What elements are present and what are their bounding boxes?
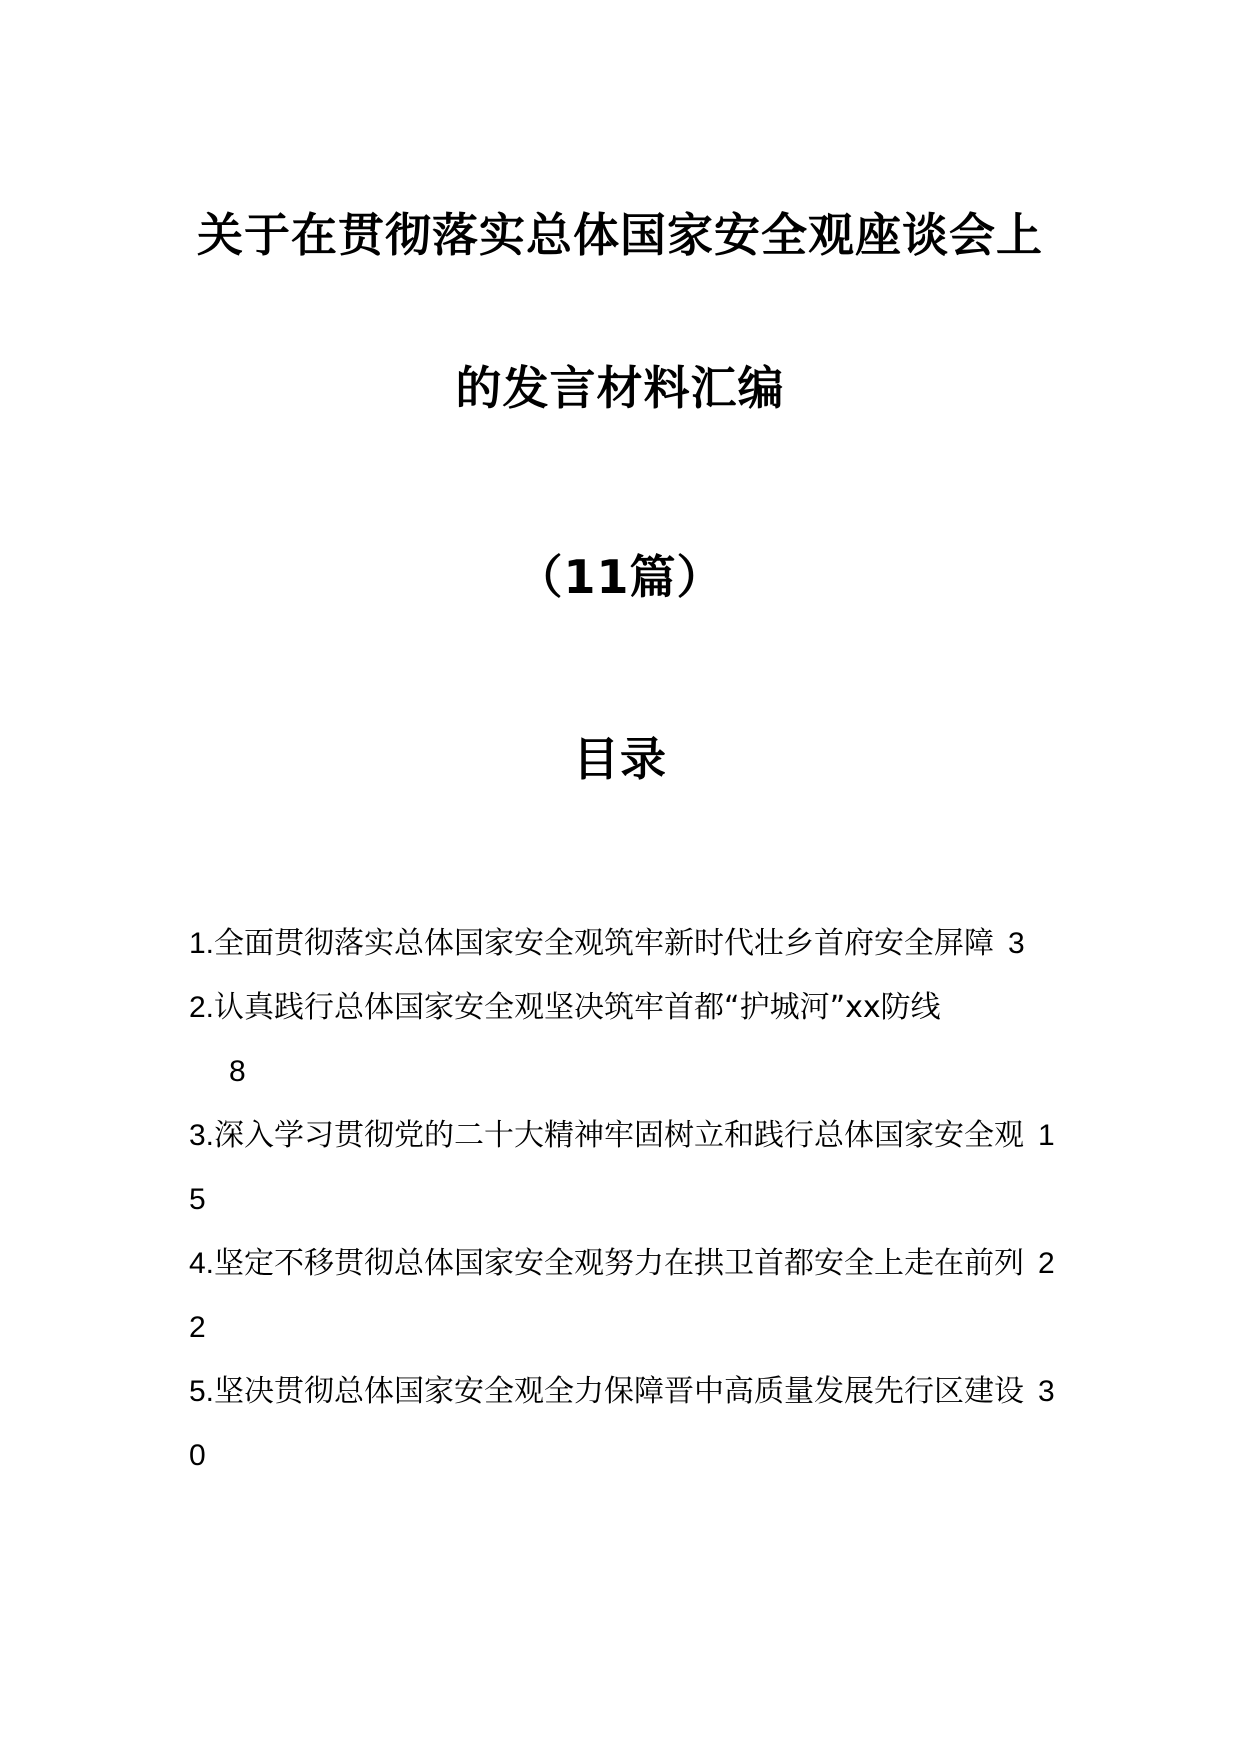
document-title-line-2: 的发言材料汇编 [455, 361, 785, 415]
toc-entry-page: 22 [189, 1247, 1055, 1344]
toc-entry-title: 坚决贯彻总体国家安全观全力保障晋中高质量发展先行区建设 [214, 1374, 1025, 1409]
document-title-line-1: 关于在贯彻落实总体国家安全观座谈会上 [197, 208, 1043, 262]
table-of-contents [189, 912, 1059, 1488]
toc-entry-title: 坚定不移贯彻总体国家安全观努力在拱卫首都安全上走在前列 [214, 1246, 1025, 1281]
toc-entry-4[interactable] [189, 1232, 1059, 1360]
toc-entry-title: 全面贯彻落实总体国家安全观筑牢新时代壮乡首府安全屏障 [214, 926, 995, 961]
toc-heading: 目录 [573, 732, 667, 786]
toc-entry-title: 深入学习贯彻党的二十大精神牢固树立和践行总体国家安全观 [214, 1118, 1025, 1153]
document-subtitle: （11篇） [516, 550, 724, 604]
toc-entry-3[interactable] [189, 1104, 1059, 1232]
toc-entry-number: 3. [189, 1119, 215, 1152]
toc-entry-title: 认真践行总体国家安全观坚决筑牢首都“护城河”xx防线 [214, 990, 941, 1025]
toc-entry-5[interactable] [189, 1360, 1059, 1488]
toc-entry-number: 5. [189, 1375, 215, 1408]
toc-entry-number: 2. [189, 991, 215, 1024]
toc-entry-page: 15 [189, 1119, 1055, 1216]
toc-entry-number: 4. [189, 1247, 215, 1280]
toc-entry-page: 30 [189, 1375, 1055, 1472]
toc-entry-page: 8 [229, 1055, 246, 1088]
toc-entry-page: 3 [1008, 927, 1025, 960]
toc-entry-number: 1. [189, 927, 215, 960]
toc-entry-1[interactable] [189, 912, 1059, 976]
toc-entry-2[interactable] [189, 976, 1059, 1104]
